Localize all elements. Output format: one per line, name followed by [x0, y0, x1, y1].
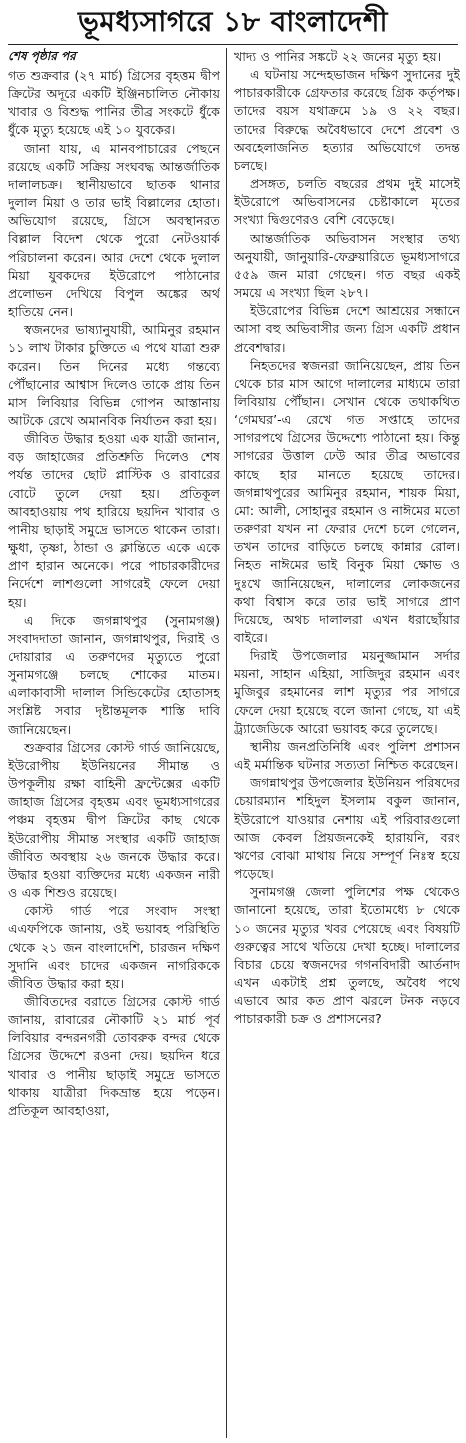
paragraph: স্থানীয় জনপ্রতিনিধি এবং পুলিশ প্রশাসন এই মর্মান্তিক ঘটনার সত্যতা নিশ্চিত করেছেন। [234, 738, 460, 773]
column-divider [226, 48, 227, 1438]
paragraph: শুক্রবার গ্রিসের কোস্ট গার্ড জানিয়েছে, ইউরোপীয় ইউনিয়নের সীমান্ত ও উপকূলীয় রক্ষা বাহিনী ফ্রন্টেক্সের একটি জাহাজ গ্রিসের বৃহত্তম এবং ভূমধ্যসাগরের পঞ্চম বৃহত্তম দ্বীপ ক্রিটের কাছ থেকে ইউরোপীয় সীমান্ত সংস্থার একটি জাহাজ জীবিত অবস্থায় ২৬ জনকে উদ্ধার করে। উদ্ধার হওয়া ব্যক্তিদের মধ্যে একজন নারী ও এক শিশুও রয়েছে। [8, 739, 220, 901]
paragraph: কোস্ট গার্ড পরে সংবাদ সংস্থা এএফপিকে জানায়, ওই ভয়াবহ পরিস্থিতি থেকে ২১ জন বাংলাদেশি, চারজন দক্ষিণ সুদানি এবং চাদের একজন নাগরিককে জীবিত উদ্ধার করা হয়। [8, 903, 220, 991]
paragraph: প্রসঙ্গত, চলতি বছরের প্রথম দুই মাসেই ইউরোপে অভিবাসনের চেষ্টাকালে মৃতের সংখ্যা দ্বিগুণেরও বেশি বেড়েছে। [234, 176, 460, 228]
headline: ভূমধ্যসাগরে ১৮ বাংলাদেশী [78, 5, 388, 38]
paragraph: খাদ্য ও পানির সঙ্কটে ২২ জনের মৃত্যু হয়। [234, 49, 442, 64]
left-column [8, 48, 220, 1439]
headline-rule [8, 44, 458, 45]
paragraph: স্বজনদের ভাষ্যানুযায়ী, আমিনুর রহমান ১১ লাখ টাকার চুক্তিতে এ পথে যাত্রা শুরু করেন। তিন দিনের মধ্যে গন্তব্যে পৌঁছানোর আশ্বাস দিলেও তাকে প্রায় তিন মাস লিবিয়ার বিভিন্ন গোপন আস্তানায় আটকে রেখে অমানবিক নির্যাতন করা হয়। [8, 322, 220, 428]
paragraph: ইউরোপের বিভিন্ন দেশে আশ্রয়ের সন্ধানে আসা বহু অভিবাসীর জন্য গ্রিস একটি প্রধান প্রবেশদ্বার। [234, 303, 460, 355]
paragraph: জানা যায়, এ মানবপাচারের পেছনে রয়েছে একটি সক্রিয় সংঘবদ্ধ আন্তর্জাতিক দালালচক্র। স্থানীয়ভাবে ছাতক থানার দুলাল মিয়া ও তার ভাই বিল্লালের হোতা। অভিযোগ রয়েছে, গ্রিসে অবস্থানরত বিল্লাল বিদেশ থেকে পুরো নেটওয়ার্ক পরিচালনা করেন। আর দেশে থেকে দুলাল মিয়া যুবকদের ইউরোপে পাঠানোর প্রলোভন দেখিয়ে বিপুল অঙ্কের অর্থ হাতিয়ে নেন। [8, 140, 220, 320]
continuation-kicker: শেষ পৃষ্ঠার পর [8, 49, 76, 63]
paragraph: গত শুক্রবার (২৭ মার্চ) গ্রিসের বৃহত্তম দ্বীপ ক্রিটের অদূরে একটি ইঞ্জিনচালিত নৌকায় খাবার ও বিশুদ্ধ পানির তীব্র সংকটে ধুঁকে ধুঁকে মৃত্যু হয়েছে এই ১০ যুবকের। [8, 68, 220, 138]
paragraph: সুনামগঞ্জ জেলা পুলিশের পক্ষ থেকেও জানানো হয়েছে, তারা ইতোমধ্যে ৮ থেকে ১০ জনের মৃত্যুর খবর পেয়েছে এবং বিষয়টি গুরুত্বের সাথে খতিয়ে দেখা হচ্ছে। দালালের বিচার চেয়ে স্বজনদের গগনবিদারী আর্তনাদ এখন একটাই প্রশ্ন তুলছে, অবৈধ পথে এভাবে আর কত প্রাণ ঝরলে টনক নড়বে পাচারকারী চক্র ও প্রশাসনের? [234, 884, 460, 1027]
right-column [234, 48, 460, 1439]
paragraph: এ দিকে জগন্নাথপুর (সুনামগঞ্জ) সংবাদদাতা জানান, জগন্নাথপুর, দিরাই ও দোয়ারার এ তরুণদের মৃত্যুতে পুরো সুনামগঞ্জে চলছে শোকের মাতম। এলাকাবাসী দালাল সিন্ডিকেটের হোতাসহ সংশ্লিষ্ট সবার দৃষ্টান্তমূলক শাস্তি দাবি জানিয়েছেন। [8, 612, 220, 737]
paragraph: জগন্নাথপুর উপজেলার ইউনিয়ন পরিষদের চেয়ারম্যান শহিদুল ইসলাম বকুল জানান, ইউরোপে যাওয়ার নেশায় এই পরিবারগুলো আজ কেবল প্রিয়জনকেই হারায়নি, বরং ঋণের বোঝা মাথায় নিয়ে সম্পূর্ণ নিঃস্ব হয়ে পড়েছে। [234, 775, 460, 882]
paragraph: জীবিত উদ্ধার হওয়া এক যাত্রী জানান, বড় জাহাজের প্রতিশ্রুতি দিলেও শেষ পর্যন্ত তাদের ছোট প্লাস্টিক ও রাবারের বোটে তুলে দেয়া হয়। প্রতিকূল আবহাওয়ায় পথ হারিয়ে ছয়দিন খাবার ও পানীয় ছাড়াই সমুদ্রে ভাসতে থাকেন তারা। ক্ষুধা, তৃষ্ণা, ঠান্ডা ও ক্লান্তিতে একে একে প্রাণ হারান অনেকে। পরে পাচারকারীদের নির্দেশে লাশগুলো সাগরেই ফেলে দেয়া হয়। [8, 431, 220, 610]
paragraph: দিরাই উপজেলার ময়নুজ্জামান সর্দার ময়না, সাহান এহিয়া, সাজিদুর রহমান এবং মুজিবুর রহমানের লাশ মৃত্যুর পর সাগরে ফেলে দেয়া হয়েছে বলে জানা গেছে, যা এই ট্র্যাজেডিকে আরো ভয়াবহ করে তুলেছে। [234, 648, 460, 736]
paragraph: জীবিতদের বরাতে গ্রিসের কোস্ট গার্ড জানায়, রাবারের নৌকাটি ২১ মার্চ পূর্ব লিবিয়ার বন্দরনগরী তোবরুক বন্দর থেকে গ্রিসের উদ্দেশে রওনা দেয়। ছয়দিন ধরে খাবার ও পানীয় ছাড়াই সমুদ্রে ভাসতে থাকায় যাত্রীরা দিকভ্রান্ত হয়ে পড়েন। প্রতিকূল আবহাওয়া, [8, 993, 220, 1118]
paragraph: আন্তর্জাতিক অভিবাসন সংস্থার তথ্য অনুযায়ী, জানুয়ারি-ফেব্রুয়ারিতে ভূমধ্যসাগরে ৫৫৯ জন মারা গেছেন। গত বছর একই সময়ে এ সংখ্যা ছিল ২৮৭। [234, 230, 460, 301]
paragraph: নিহতদের স্বজনরা জানিয়েছেন, প্রায় তিন থেকে চার মাস আগে দালালের মাধ্যমে তারা লিবিয়ায় পৌঁছান। সেখান থেকে তথাকথিত ‘গেমঘর’-এ রেখে গত সপ্তাহে তাদের সাগরপথে গ্রিসের উদ্দেশ্যে পাঠানো হয়। কিন্তু সাগরের উত্তাল ঢেউ আর তীব্র অভাবের কাছে হার মানতে হয়েছে তাদের। জগন্নাথপুরের আমিনুর রহমান, শায়ক মিয়া, মো: আলী, সোহানুর রহমান ও নাঈমের মতো তরুণরা যখন না ফেরার দেশে চলে গেলেন, তখন তাদের বাড়িতে চলছে কান্নার রোল। নিহত নাঈমের ভাই বিনুক মিয়া ক্ষোভ ও দুঃখে জানিয়েছেন, দালালের লোকজনের কথা বিশ্বাস করে তার ভাই সাগরে প্রাণ দিয়েছে, অথচ দালালরা এখন ধরাছোঁয়ার বাইরে। [234, 357, 460, 645]
paragraph: এ ঘটনায় সন্দেহভাজন দক্ষিণ সুদানের দুই পাচারকারীকে গ্রেফতার করেছে গ্রিক কর্তৃপক্ষ। তাদের বয়স যথাক্রমে ১৯ ও ২২ বছর। তাদের বিরুদ্ধে অবৈধভাবে দেশে প্রবেশ ও অবহেলাজনিত হত্যার অভিযোগে তদন্ত চলছে। [234, 67, 460, 173]
